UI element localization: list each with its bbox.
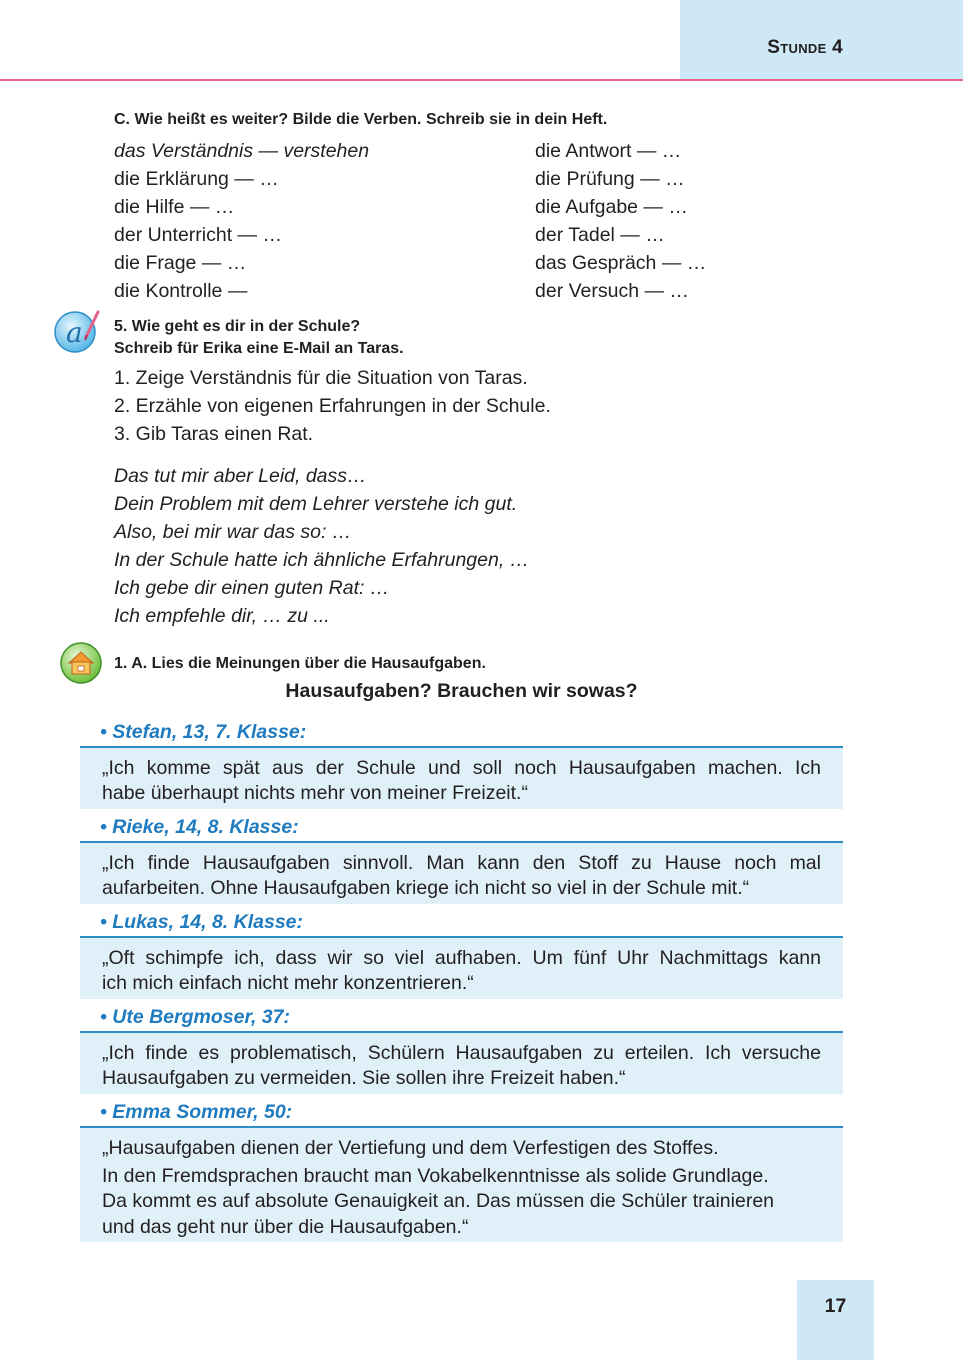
opinion-line: Hausaufgaben zu vermeiden. Sie sollen ihre Freizeit haben.“ <box>102 1066 626 1089</box>
opinion-line: „Oft schimpfe ich, dass wir so viel aufhaben. Um fünf Uhr Nachmittags kann <box>102 947 821 969</box>
writing-a-icon <box>53 307 101 355</box>
word-pair: der Versuch — … <box>535 280 689 302</box>
opinion-author <box>80 1100 843 1128</box>
word-pair: die Hilfe — … <box>114 196 235 218</box>
opinion-author-label: • Ute Bergmoser, 37: <box>100 1006 290 1028</box>
opinion-text <box>80 1128 843 1242</box>
task-c-left-column <box>114 137 369 305</box>
lesson-label: Stunde 4 <box>767 37 843 58</box>
opinion-text <box>80 748 843 809</box>
opinion-author-label: • Rieke, 14, 8. Klasse: <box>100 816 299 838</box>
opinion-author-label: • Emma Sommer, 50: <box>100 1101 293 1123</box>
phrase-item: Also, bei mir war das so: … <box>114 521 352 543</box>
phrase-item: In der Schule hatte ich ähnliche Erfahrungen, … <box>114 549 530 571</box>
task-5-title-line: Schreib für Erika eine E-Mail an Taras. <box>114 340 404 357</box>
opinion-text <box>80 843 843 904</box>
task-5-steps <box>114 364 551 448</box>
opinion-line: In den Fremdsprachen braucht man Vokabelkenntnisse als solide Grundlage. <box>102 1164 769 1187</box>
phrase-item: Ich empfehle dir, … zu ... <box>114 605 330 627</box>
opinion-author-label: • Lukas, 14, 8. Klasse: <box>100 911 304 933</box>
step-item: 1. Zeige Verständnis für die Situation von Taras. <box>114 367 528 389</box>
phrase-item: Das tut mir aber Leid, dass… <box>114 465 367 487</box>
opinion-text <box>80 938 843 999</box>
opinion-line: „Ich finde es problematisch, Schülern Hausaufgaben zu erteilen. Ich versuche <box>102 1042 821 1064</box>
word-pair: die Aufgabe — … <box>535 196 688 218</box>
header-rule <box>0 79 963 81</box>
opinion-line: „Hausaufgaben dienen der Vertiefung und dem Verfestigen des Stoffes. <box>102 1137 719 1159</box>
opinion-line: „Ich komme spät aus der Schule und soll noch Hausaufgaben machen. Ich <box>102 757 821 779</box>
opinion-line: habe überhaupt nichts mehr von meiner Freizeit.“ <box>102 781 528 804</box>
opinion-author <box>80 910 843 938</box>
word-pair: die Erklärung — … <box>114 168 279 190</box>
page-number: 17 <box>824 1295 847 1317</box>
phrase-item: Dein Problem mit dem Lehrer verstehe ich gut. <box>114 493 518 515</box>
task-5-title-line: 5. Wie geht es dir in der Schule? <box>114 318 361 335</box>
opinion-line: ich mich einfach nicht mehr konzentrieren.“ <box>102 971 474 994</box>
word-pair: der Unterricht — … <box>114 224 282 246</box>
step-item: 2. Erzähle von eigenen Erfahrungen in der Schule. <box>114 395 551 417</box>
page-number-box <box>797 1280 874 1360</box>
svg-text:a: a <box>66 316 83 349</box>
word-pair: die Prüfung — … <box>535 168 685 190</box>
word-pair: das Gespräch — … <box>535 252 707 274</box>
article-title: Hausaufgaben? Brauchen wir sowas? <box>285 680 638 702</box>
word-pair: das Verständnis — verstehen <box>114 140 370 162</box>
house-icon <box>59 641 103 685</box>
task-c-title <box>114 109 607 131</box>
opinion-author-label: • Stefan, 13, 7. Klasse: <box>100 721 307 743</box>
step-item: 3. Gib Taras einen Rat. <box>114 423 314 445</box>
opinion-author <box>80 1005 843 1033</box>
opinion-line: aufarbeiten. Ohne Hausaufgaben kriege ich nicht so viel in der Schule mit.“ <box>102 876 750 899</box>
word-pair: die Antwort — … <box>535 140 682 162</box>
task-5-phrases <box>114 462 529 630</box>
opinion-line: Da kommt es auf absolute Genauigkeit an. Das müssen die Schüler trainieren <box>102 1190 775 1212</box>
word-pair: die Frage — … <box>114 252 247 274</box>
opinion-line: und das geht nur über die Hausaufgaben.“ <box>102 1215 469 1238</box>
phrase-item: Ich gebe dir einen guten Rat: … <box>114 577 390 599</box>
task-c-title-text: C. Wie heißt es weiter? Bilde die Verben. Schreib sie in dein Heft. <box>114 111 608 128</box>
word-pair: die Kontrolle — <box>114 280 248 302</box>
header-tab <box>680 0 963 79</box>
homework-task-title-text: 1. A. Lies die Meinungen über die Hausaufgaben. <box>114 655 486 672</box>
homework-task-title <box>114 653 486 675</box>
opinion-text <box>80 1033 843 1094</box>
opinion-author <box>80 815 843 843</box>
word-pair: der Tadel — … <box>535 224 665 246</box>
task-5-title <box>114 316 404 360</box>
opinion-line: „Ich finde Hausaufgaben sinnvoll. Man kann den Stoff zu Hause noch mal <box>102 852 821 874</box>
task-c-right-column <box>535 137 706 305</box>
opinion-author <box>80 720 843 748</box>
